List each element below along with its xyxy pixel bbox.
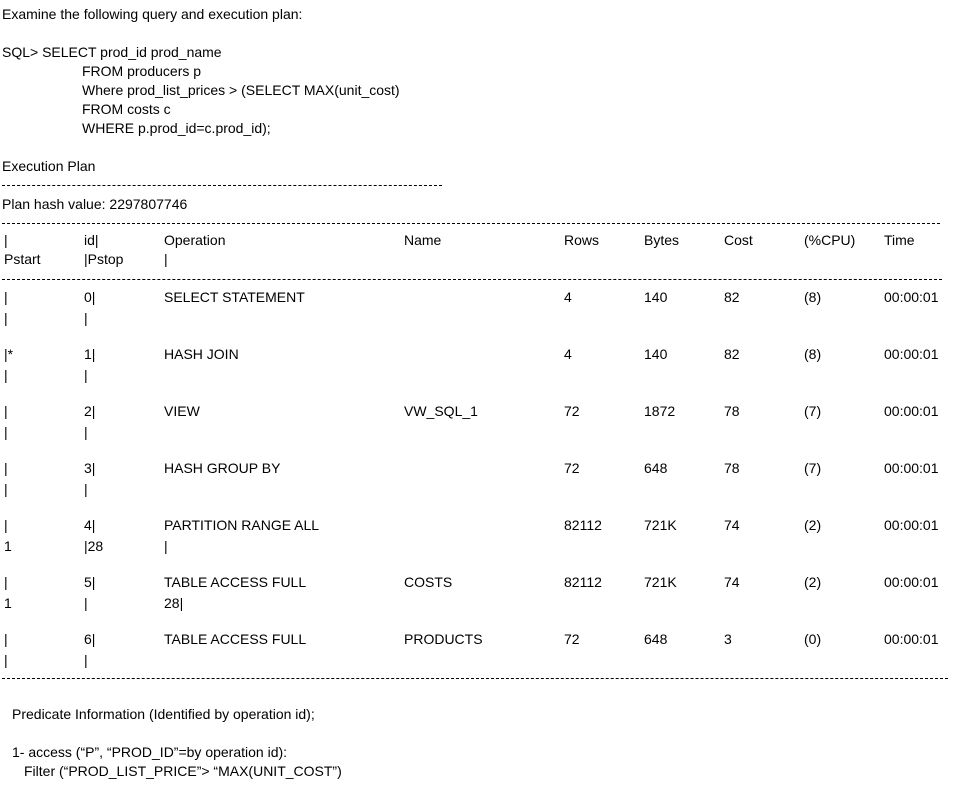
row-pstop: |	[84, 367, 88, 383]
header-id: id|	[84, 232, 99, 248]
row-rows: 72	[564, 460, 580, 476]
row-operation: PARTITION RANGE ALL	[164, 517, 320, 533]
row-operation: TABLE ACCESS FULL	[164, 631, 307, 647]
separator-bottom	[2, 678, 948, 679]
row-bytes: 1872	[644, 403, 676, 419]
row-pstop: |	[84, 595, 88, 611]
row-time: 00:00:01	[884, 517, 939, 533]
header-pstop: |Pstop	[84, 251, 124, 267]
predicate-line-2: Filter (“PROD_LIST_PRICE”> “MAX(UNIT_COST”)	[24, 763, 342, 779]
header-rows: Rows	[564, 232, 600, 248]
row-pipe: |	[4, 631, 8, 647]
header-end: |	[164, 251, 168, 267]
row-time: 00:00:01	[884, 346, 939, 362]
row-time: 00:00:01	[884, 403, 939, 419]
query-line-5: WHERE p.prod_id=c.prod_id);	[82, 120, 271, 136]
row-rows: 82112	[564, 574, 602, 590]
row-bytes: 721K	[644, 574, 677, 590]
row-operation: HASH GROUP BY	[164, 460, 281, 476]
row-pstart: |	[4, 310, 8, 326]
row-name: COSTS	[404, 574, 453, 590]
row-cost: 74	[724, 517, 740, 533]
header-name: Name	[404, 232, 442, 248]
row-bytes: 648	[644, 631, 668, 647]
row-rows: 4	[564, 289, 572, 305]
row-cost: 78	[724, 403, 740, 419]
row-time: 00:00:01	[884, 460, 939, 476]
row-rows: 4	[564, 346, 572, 362]
separator-top	[2, 223, 940, 224]
row-cpu: (7)	[804, 403, 822, 419]
row-bytes: 140	[644, 289, 668, 305]
row-id: 4|	[84, 517, 96, 533]
row-id: 5|	[84, 574, 96, 590]
row-cpu: (8)	[804, 346, 822, 362]
row-pipe: |	[4, 574, 8, 590]
row-pstop: |	[84, 652, 88, 668]
predicate-title: Predicate Information (Identified by operation id);	[12, 706, 315, 722]
header-pstart: Pstart	[4, 251, 41, 267]
row-pipe: |	[4, 289, 8, 305]
intro-text: Examine the following query and execution plan:	[2, 6, 303, 22]
row-cpu: (2)	[804, 517, 822, 533]
row-id: 1|	[84, 346, 96, 362]
header-pipe: |	[4, 232, 8, 248]
row-pstop: |28	[84, 538, 104, 554]
row-rows: 82112	[564, 517, 602, 533]
row-name: VW_SQL_1	[404, 403, 478, 419]
row-name: PRODUCTS	[404, 631, 483, 647]
row-operation: SELECT STATEMENT	[164, 289, 305, 305]
row-id: 6|	[84, 631, 96, 647]
row-time: 00:00:01	[884, 631, 939, 647]
execution-plan-title: Execution Plan	[2, 158, 96, 174]
row-pstart: |	[4, 367, 8, 383]
row-pstop: |	[84, 310, 88, 326]
row-bytes: 140	[644, 346, 668, 362]
row-pstop: |	[84, 481, 88, 497]
row-bytes: 721K	[644, 517, 677, 533]
row-time: 00:00:01	[884, 574, 939, 590]
row-time: 00:00:01	[884, 289, 939, 305]
row-rows: 72	[564, 631, 580, 647]
row-cost: 82	[724, 346, 740, 362]
row-end: |	[164, 538, 168, 554]
row-end: 28|	[164, 595, 184, 611]
row-pstart: 1	[4, 538, 12, 554]
predicate-line-1: 1- access (“P”, “PROD_ID”=by operation id):	[12, 744, 288, 760]
query-line-1: SQL> SELECT prod_id prod_name	[2, 44, 222, 60]
query-line-3: Where prod_list_prices > (SELECT MAX(unit_cost)	[82, 82, 400, 98]
header-cost: Cost	[724, 232, 753, 248]
row-pipe: |	[4, 517, 8, 533]
row-cost: 82	[724, 289, 740, 305]
row-cost: 74	[724, 574, 740, 590]
row-pstart: |	[4, 481, 8, 497]
row-operation: TABLE ACCESS FULL	[164, 574, 307, 590]
header-bytes: Bytes	[644, 232, 680, 248]
query-line-2: FROM producers p	[82, 63, 202, 79]
row-pstart: 1	[4, 595, 12, 611]
header-cpu: (%CPU)	[804, 232, 856, 248]
header-time: Time	[884, 232, 915, 248]
row-cost: 78	[724, 460, 740, 476]
row-operation: VIEW	[164, 403, 200, 419]
row-cpu: (0)	[804, 631, 822, 647]
row-pstart: |	[4, 652, 8, 668]
row-cost: 3	[724, 631, 732, 647]
header-operation: Operation	[164, 232, 226, 248]
row-cpu: (7)	[804, 460, 822, 476]
row-pstop: |	[84, 424, 88, 440]
separator-short	[2, 185, 442, 186]
separator-header	[2, 279, 942, 280]
row-id: 0|	[84, 289, 96, 305]
row-pipe: |*	[4, 346, 14, 362]
row-id: 2|	[84, 403, 96, 419]
row-operation: HASH JOIN	[164, 346, 239, 362]
plan-hash-line: Plan hash value: 2297807746	[2, 196, 188, 212]
row-cpu: (2)	[804, 574, 822, 590]
row-bytes: 648	[644, 460, 668, 476]
row-id: 3|	[84, 460, 96, 476]
row-pipe: |	[4, 460, 8, 476]
row-rows: 72	[564, 403, 580, 419]
row-cpu: (8)	[804, 289, 822, 305]
query-line-4: FROM costs c	[82, 101, 171, 117]
row-pstart: |	[4, 424, 8, 440]
row-pipe: |	[4, 403, 8, 419]
